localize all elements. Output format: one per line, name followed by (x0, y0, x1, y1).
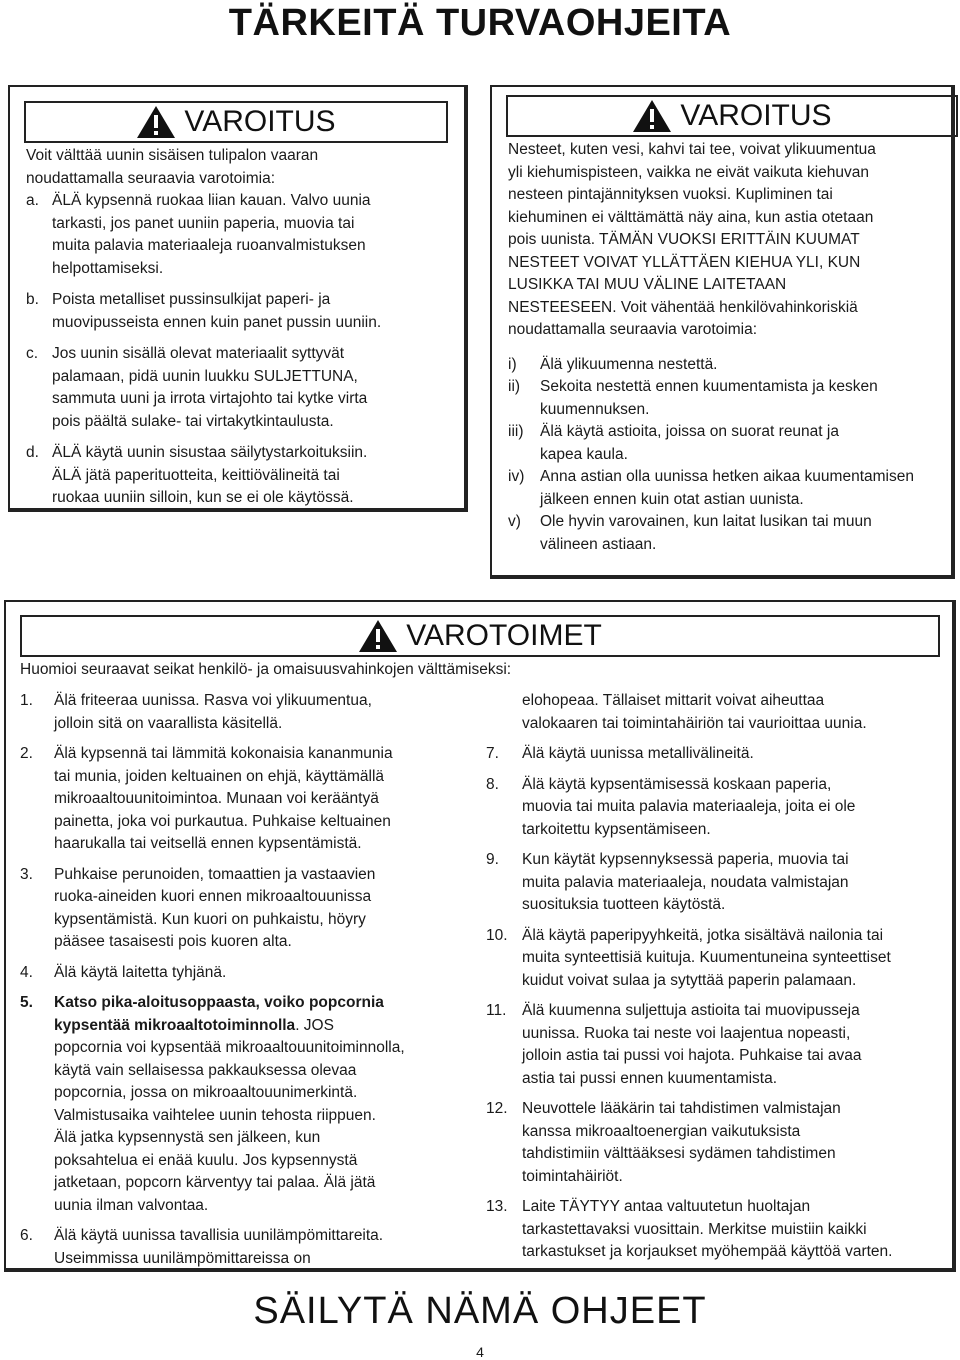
list-item (486, 849, 946, 917)
list-item (508, 511, 948, 556)
page-number: 4 (476, 1344, 484, 1360)
precautions-box (4, 600, 956, 1272)
warning-list (508, 354, 948, 557)
item-label: 9. (486, 851, 499, 868)
item-text (54, 743, 470, 856)
item-line: käytä vain sellaisessa pakkauksessa olevaa (54, 1061, 357, 1079)
intro-line: noudattamalla seuraavia varotoimia: (26, 169, 275, 187)
warning-header-right (506, 95, 958, 137)
item-text (522, 1098, 946, 1188)
item-text (522, 925, 946, 993)
item-label: 6. (20, 1227, 33, 1244)
item-line: palamaan, pidä uunin luukku SULJETTUNA, (52, 367, 358, 385)
item-line: popcornia, jossa on mikroaaltouunimerkintä. (54, 1084, 358, 1101)
item-line: pois päältä sulake- tai virtakytkintaulusta. (52, 412, 334, 430)
item-line: painetta, joka voi purkautua. Puhkaise keltuainen (54, 812, 391, 830)
item-label: 2. (20, 745, 33, 762)
item-label: iii) (508, 423, 524, 440)
list-continuation (486, 690, 946, 735)
item-text (52, 442, 462, 510)
item-line: astia tai pussi ennen kuumentamista. (522, 1069, 778, 1087)
item-text-tail: . JOS (295, 1016, 334, 1034)
list-item (486, 1098, 946, 1188)
item-text (522, 743, 946, 766)
list-items (486, 743, 946, 1264)
item-text (52, 289, 462, 334)
item-text (52, 343, 462, 433)
intro-line: nesteen pintajännityksen vuoksi. Kupliminen tai (508, 186, 833, 203)
item-label: 10. (486, 926, 508, 944)
warning-header-left (24, 101, 448, 143)
list-item (20, 992, 470, 1217)
intro-line: NESTEESEEN. Voit vähentää henkilövahinkoriskiä (508, 298, 858, 316)
item-text (52, 190, 462, 280)
warning-intro (508, 139, 948, 342)
item-line: Älä friteeraa uunissa. Rasva voi ylikuumentua, (54, 692, 372, 709)
list-item (20, 743, 470, 856)
item-label: 4. (20, 963, 33, 981)
warning-triangle-icon (358, 619, 398, 653)
list-item (486, 1000, 946, 1090)
item-line: Älä jatka kypsennystä sen jälkeen, kun (54, 1129, 321, 1146)
precautions-intro: Huomioi seuraavat seikat henkilö- ja omaisuusvahinkojen välttämiseksi: (20, 661, 512, 678)
item-line: tahdistimiin välttääksesi sydämen tahdistimen (522, 1145, 836, 1162)
item-line: muita palavia materiaaleja, noudata valmistajan (522, 873, 849, 891)
item-line: haarukalla tai veitsellä ennen kypsentämistä. (54, 835, 362, 852)
list-item (20, 690, 470, 735)
item-label: 8. (486, 775, 499, 793)
list-item (26, 289, 462, 334)
item-line: tai munia, joiden keltuainen on ehjä, käyttämällä (54, 767, 385, 785)
warning-body-right (508, 139, 948, 556)
item-text (54, 864, 470, 954)
intro-line: NESTEET VOIVAT YLLÄTTÄEN KIEHUA YLI, KUN (508, 253, 861, 271)
item-label: iv) (508, 468, 525, 485)
item-text (54, 992, 470, 1217)
item-text (540, 511, 948, 556)
item-line: Puhkaise perunoiden, tomaattien ja vastaavien (54, 865, 376, 883)
item-line: Poista metalliset pussinsulkijat paperi- ja (52, 291, 331, 308)
item-line: kanssa mikroaaltoenergian vaikutuksista (522, 1122, 801, 1140)
item-label: a. (26, 192, 39, 209)
intro-line: kiehuminen ei välttämättä näy aina, kun astia otetaan (508, 208, 874, 226)
precautions-list-left (20, 690, 470, 1270)
warning-title: VAROITUS (184, 105, 336, 138)
list-item (508, 354, 948, 377)
item-line: ruokaa uuniin silloin, kun se ei ole käytössä. (52, 489, 354, 506)
footer-title: SÄILYTÄ NÄMÄ OHJEET (253, 1290, 707, 1332)
intro-line: LUSIKKA TAI MUU VÄLINE LAITETAAN (508, 276, 787, 293)
item-line (54, 1015, 470, 1038)
item-text (522, 849, 946, 917)
item-line: tarkastettavaksi vuosittain. Merkitse muistiin kaikki (522, 1220, 867, 1238)
item-line: Ole hyvin varovainen, kun laitat lusikan tai muun (540, 513, 872, 530)
item-line: Älä käytä astioita, joissa on suorat reunat ja (540, 423, 839, 440)
item-line: muovipusseista ennen kuin panet pussin uuniin. (52, 313, 382, 331)
item-line: uunissa. Ruoka tai neste voi laajentua nopeasti, (522, 1024, 851, 1042)
item-line: ÄLÄ kypsennä ruokaa liian kauan. Valvo uunia (52, 192, 371, 209)
list-item (508, 466, 948, 511)
item-line: kuumennuksen. (540, 400, 650, 418)
item-text (54, 1225, 470, 1270)
item-line: helpottamiseksi. (52, 259, 164, 277)
item-text (522, 1196, 946, 1264)
item-line: kuidut voivat sulaa ja sytyttää paperin palamaan. (522, 971, 857, 989)
item-line: suosituksia tuotteen käytöstä. (522, 896, 726, 913)
item-line: Kun käytät kypsennyksessä paperia, muovia tai (522, 851, 849, 868)
item-text (540, 354, 948, 377)
intro-line: Voit välttää uunin sisäisen tulipalon vaaran (26, 147, 319, 164)
item-line: sammuta uuni ja irrota virtajohto tai kytke virta (52, 390, 368, 407)
item-line: kypsentämistä. Kun kuori on puhkaistu, höyry (54, 910, 366, 928)
item-line: Anna astian olla uunissa hetken aikaa kuumentamisen (540, 468, 914, 485)
item-line: Jos uunin sisällä olevat materiaalit syttyvät (52, 345, 345, 362)
item-line: jatketaan, popcorn kärventyy tai palaa. Älä jätä (54, 1174, 376, 1191)
item-line: elohopeaa. Tällaiset mittarit voivat aiheuttaa (522, 692, 825, 709)
item-label: v) (508, 513, 521, 530)
item-line: popcornia voi kypsentää mikroaaltouunitoiminnolla, (54, 1039, 405, 1056)
item-line: Useimmissa uunilämpömittareissa on (54, 1249, 311, 1267)
item-text (522, 774, 946, 842)
list-item (508, 376, 948, 421)
item-line: Neuvottele lääkärin tai tahdistimen valmistajan (522, 1100, 841, 1117)
item-line: uunia ilman valvontaa. (54, 1196, 209, 1214)
item-line: ÄLÄ jätä paperituotteita, keittiövälineitä tai (52, 466, 340, 484)
item-label: 3. (20, 865, 33, 883)
item-line: Älä käytä kypsentämisessä koskaan paperia, (522, 775, 832, 793)
warning-box-left (8, 85, 468, 512)
warning-title: VAROITUS (680, 99, 832, 132)
item-label: b. (26, 291, 39, 308)
item-label: 13. (486, 1198, 508, 1215)
list-item (20, 864, 470, 954)
item-line: valokaaren tai toimintahäiriön tai vaurioittaa uunia. (522, 714, 867, 732)
item-line: toimintahäiriöt. (522, 1167, 623, 1185)
item-line: Älä kuumenna suljettuja astioita tai muovipusseja (522, 1002, 860, 1019)
item-label: 12. (486, 1100, 508, 1117)
item-line: Älä ylikuumenna nestettä. (540, 355, 718, 373)
item-line: muovia tai muita palavia materiaaleja, joita ei ole (522, 798, 856, 815)
item-line: muita palavia materiaaleja ruoanvalmistuksen (52, 237, 366, 254)
intro-line: Nesteet, kuten vesi, kahvi tai tee, voivat ylikuumentua (508, 141, 876, 158)
item-line: välineen astiaan. (540, 535, 657, 553)
item-label: 1. (20, 692, 33, 709)
warning-triangle-icon (136, 105, 176, 139)
intro-line: yli kiehumispisteen, vaikka ne eivät vaikuta kiehuvan (508, 163, 869, 181)
precautions-list-right (486, 690, 946, 1264)
item-line: ruoka-aineiden kuori ennen mikroaaltouunissa (54, 888, 372, 905)
list-item (26, 343, 462, 433)
precautions-header (20, 615, 940, 657)
intro-line: pois uunista. TÄMÄN VUOKSI ERITTÄIN KUUMAT (508, 231, 860, 248)
item-line: tarkoitettu kypsentämiseen. (522, 820, 711, 838)
item-line: pääsee tasaisesti pois kuoren alta. (54, 933, 292, 950)
item-line bold: Katso pika-aloitusoppaasta, voiko popcornia (54, 994, 384, 1011)
warning-list (26, 190, 462, 510)
item-line: jolloin astia tai pussi voi hajota. Puhkaise tai avaa (522, 1047, 862, 1064)
list-item (486, 1196, 946, 1264)
item-label: 7. (486, 745, 499, 762)
item-line: poksahtelua ei enää kuulu. Jos kypsennystä (54, 1151, 358, 1169)
list-item (26, 190, 462, 280)
list-item (486, 774, 946, 842)
list-item (20, 962, 470, 985)
item-text (54, 690, 470, 735)
item-line: kapea kaula. (540, 445, 628, 463)
item-text (540, 376, 948, 421)
item-line: Laite TÄYTYY antaa valtuutetun huoltajan (522, 1198, 811, 1215)
page-title: TÄRKEITÄ TURVAOHJEITA (228, 2, 732, 44)
item-line: ÄLÄ käytä uunin sisustaa säilytystarkoituksiin. (52, 444, 368, 461)
item-label: 11. (486, 1002, 507, 1019)
warning-body-left (26, 145, 462, 510)
list-item (486, 743, 946, 766)
item-line: jälkeen ennen kuin otat astian uunista. (540, 490, 804, 508)
item-line: Älä käytä laitetta tyhjänä. (54, 963, 227, 981)
list-item (508, 421, 948, 466)
item-text (540, 466, 948, 511)
item-line: Älä käytä paperipyyhkeitä, jotka sisältävä nailonia tai (522, 926, 884, 944)
item-line: tarkastukset ja korjaukset myöhempää käyttöä varten. (522, 1243, 893, 1260)
item-line: Valmistusaika vaihtelee uunin tehosta riippuen. (54, 1106, 376, 1124)
warning-box-right (490, 85, 955, 579)
item-text (54, 962, 470, 985)
intro-line: noudattamalla seuraavia varotoimia: (508, 321, 757, 338)
item-line: jolloin sitä on vaarallista käsitellä. (54, 714, 283, 732)
item-line: Sekoita nestettä ennen kuumentamista ja kesken (540, 378, 878, 395)
precautions-title: VAROTOIMET (406, 619, 602, 652)
item-label: d. (26, 444, 39, 461)
item-line: muita synteettisiä kuituja. Kuumentuneina synteettiset (522, 949, 891, 966)
item-line: mikroaaltouunitoimintoa. Munaan voi kerääntyä (54, 790, 379, 807)
item-line: Älä käytä uunissa tavallisia uunilämpömittareita. (54, 1227, 384, 1244)
list-item (20, 1225, 470, 1270)
item-label: ii) (508, 378, 521, 395)
list-item (486, 925, 946, 993)
item-text (540, 421, 948, 466)
item-line: Älä käytä uunissa metallivälineitä. (522, 745, 754, 762)
item-label: i) (508, 355, 517, 373)
item-label: 5. (20, 994, 33, 1011)
item-text (522, 1000, 946, 1090)
item-bold-text: kypsentää mikroaaltotoiminnolla (54, 1016, 296, 1034)
item-line: tarkasti, jos panet uuniin paperia, muovia tai (52, 214, 355, 232)
item-line: Älä kypsennä tai lämmitä kokonaisia kananmunia (54, 745, 393, 762)
list-item (26, 442, 462, 510)
warning-triangle-icon (632, 99, 672, 133)
item-label: c. (26, 345, 39, 362)
